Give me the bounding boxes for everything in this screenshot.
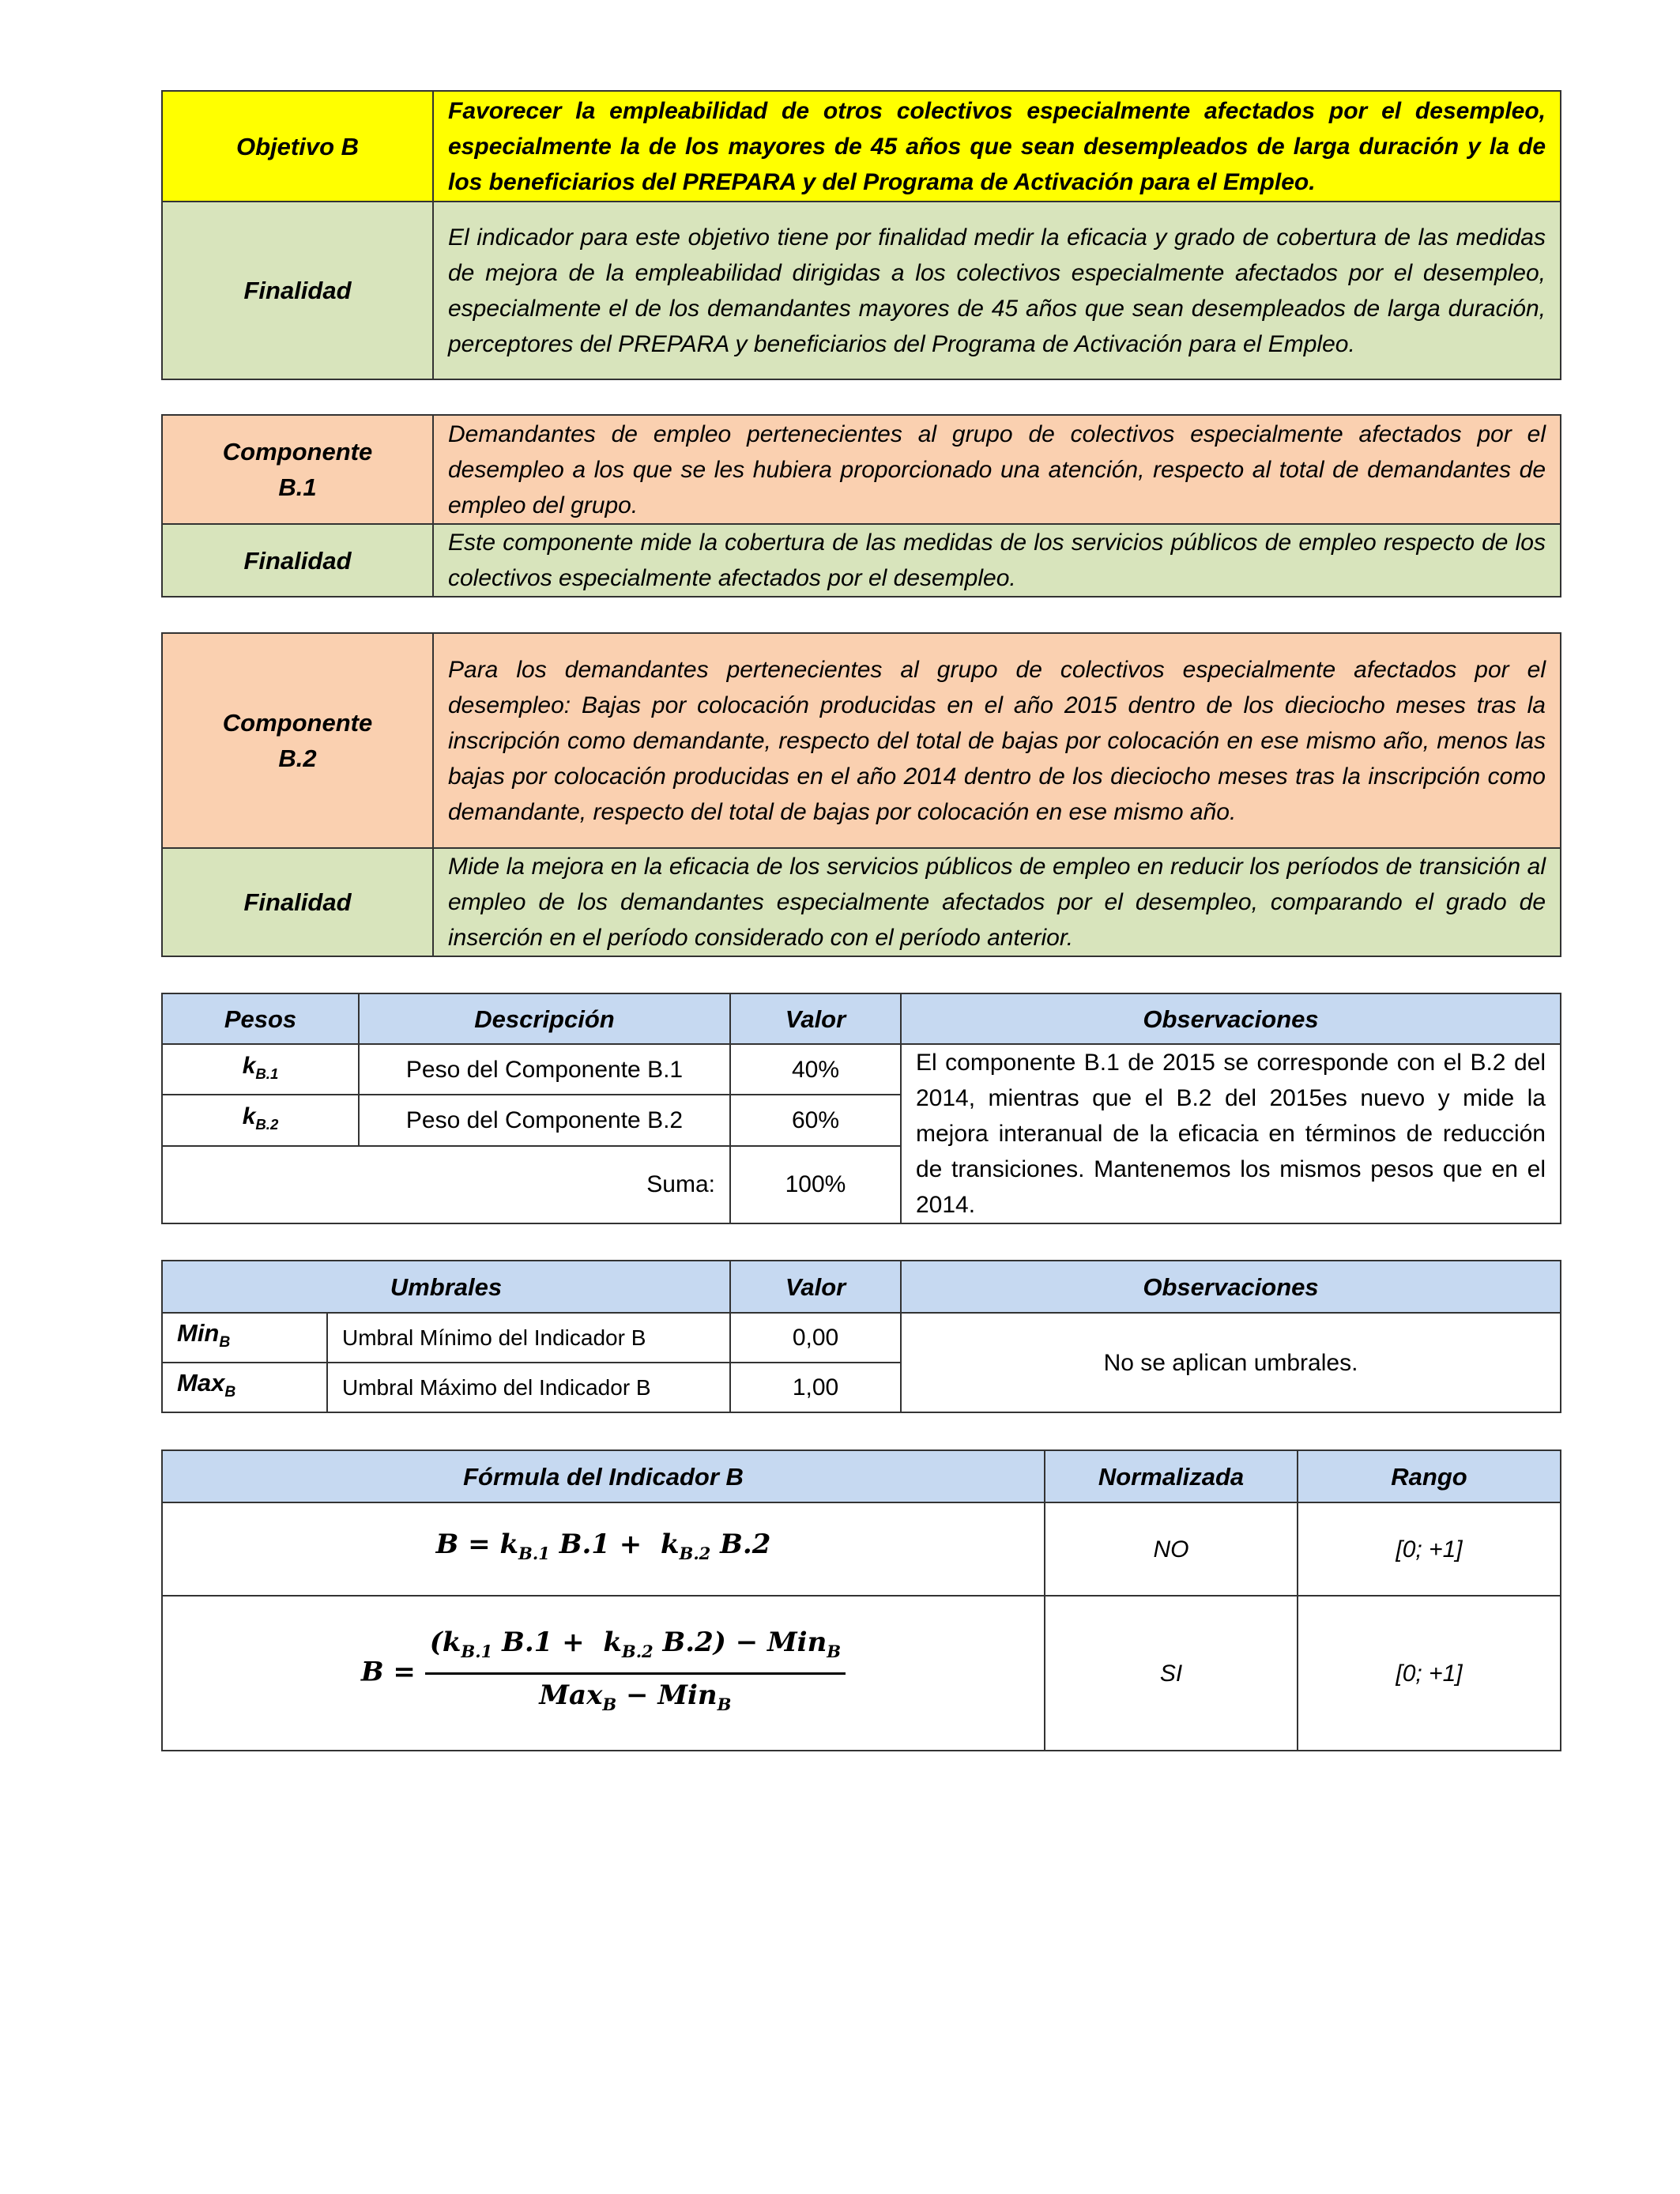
peso-value: 40% xyxy=(730,1044,901,1095)
peso-description: Peso del Componente B.2 xyxy=(359,1095,730,1145)
pesos-observaciones: El componente B.1 de 2015 se corresponde con el B.2 del 2014, mientras que el B.2 del 2015es nuevo y mide la mejora interanual de la eficacia en términos de reducción de transiciones. Mantenemos los mismos pesos que en el 2014. xyxy=(901,1044,1561,1223)
umbral-symbol-name: Min xyxy=(177,1318,220,1347)
umbral-description: Umbral Máximo del Indicador B xyxy=(327,1363,730,1412)
peso-symbol-k: k xyxy=(242,1103,256,1129)
peso-symbol xyxy=(162,1095,359,1145)
umbrales-header-observaciones: Observaciones xyxy=(901,1261,1561,1313)
formula-normalizada-value: NO xyxy=(1045,1502,1298,1596)
pesos-header-observaciones: Observaciones xyxy=(901,993,1561,1044)
objetivo-finalidad-label: Finalidad xyxy=(162,202,433,379)
umbral-value: 0,00 xyxy=(730,1313,901,1363)
formula-header-formula: Fórmula del Indicador B xyxy=(162,1450,1045,1502)
pesos-table xyxy=(161,993,1561,1224)
umbral-symbol-sub: B xyxy=(219,1334,231,1351)
table-row xyxy=(162,1502,1561,1596)
componente-b2-finalidad-text: Mide la mejora en la eficacia de los servicios públicos de empleo en reducir los períodos de transición al empleo de los demandantes especialmente afectados por el desempleo, comparando el grado de inserción en el período considerado con el período anterior. xyxy=(433,848,1561,956)
peso-symbol-k: k xyxy=(242,1052,256,1079)
componente-b2-label-line2: B.2 xyxy=(278,745,317,772)
objetivo-label: Objetivo B xyxy=(162,91,433,202)
table-row xyxy=(162,1044,1561,1095)
componente-b1-finalidad-text: Este componente mide la cobertura de las medidas de los servicios públicos de empleo respecto de los colectivos especialmente afectados por el desempleo. xyxy=(433,524,1561,597)
peso-symbol xyxy=(162,1044,359,1095)
formula-unnormalized: $B = k_{B.1}$ $B.1 + k_{B.2}$ B.2 xyxy=(162,1502,1045,1596)
umbral-description: Umbral Mínimo del Indicador B xyxy=(327,1313,730,1363)
umbral-symbol-sub: B xyxy=(224,1384,236,1401)
componente-b2-label-line1: Componente xyxy=(222,709,373,737)
formula-rango-value: [0; +1] xyxy=(1298,1596,1561,1751)
umbral-symbol xyxy=(162,1313,327,1363)
formula-normalized: B = $\frac{(k_{B.1} B.1 + k_{B.2} B.2) - Min_B}{Max_B - Min_B}$ xyxy=(162,1596,1045,1751)
componente-b2-text: Para los demandantes pertenecientes al grupo de colectivos especialmente afectados por el desempleo: Bajas por colocación producidas en el año 2015 dentro de los dieciocho meses tras la inscripción como demandante, respecto del total de bajas por colocación en ese mismo año, menos las bajas por colocación producidas en el año 2014 dentro de los dieciocho meses tras la inscripción como demandante, respecto del total de bajas por colocación en ese mismo año. xyxy=(433,633,1561,848)
componente-b1-table xyxy=(161,414,1561,598)
componente-b1-label xyxy=(162,415,433,524)
peso-symbol-sub: B.2 xyxy=(255,1115,279,1133)
componente-b1-finalidad-label: Finalidad xyxy=(162,524,433,597)
umbral-symbol xyxy=(162,1363,327,1412)
umbral-symbol-name: Max xyxy=(177,1368,225,1397)
umbrales-header-valor: Valor xyxy=(730,1261,901,1313)
formula-table xyxy=(161,1449,1561,1751)
umbrales-observaciones: No se aplican umbrales. xyxy=(901,1313,1561,1412)
peso-symbol-sub: B.1 xyxy=(255,1065,279,1082)
umbrales-table xyxy=(161,1260,1561,1413)
pesos-suma-value: 100% xyxy=(730,1146,901,1223)
objetivo-finalidad-text: El indicador para este objetivo tiene por finalidad medir la eficacia y grado de cobertura de las medidas de mejora de la empleabilidad dirigidas a los colectivos especialmente afectados por el desempleo, especialmente el de los demandantes mayores de 45 años que sean desempleados de larga duración, perceptores del PREPARA y beneficiarios del Programa de Activación para el Empleo. xyxy=(433,202,1561,379)
componente-b1-label-line2: B.1 xyxy=(278,473,317,501)
componente-b1-text: Demandantes de empleo pertenecientes al grupo de colectivos especialmente afectados por el desempleo a los que se les hubiera proporcionado una atención, respecto al total de demandantes de empleo del grupo. xyxy=(433,415,1561,524)
formula-fraction: $\frac{(k_{B.1} B.1 + k_{B.2} B.2) - Min_B}{Max_B - Min_B}$ xyxy=(425,1625,846,1722)
umbral-value: 1,00 xyxy=(730,1363,901,1412)
pesos-header-descripcion: Descripción xyxy=(359,993,730,1044)
table-row xyxy=(162,1596,1561,1751)
umbrales-header-umbrales: Umbrales xyxy=(162,1261,730,1313)
componente-b2-label xyxy=(162,633,433,848)
formula-header-normalizada: Normalizada xyxy=(1045,1450,1298,1502)
peso-description: Peso del Componente B.1 xyxy=(359,1044,730,1095)
pesos-suma-label: Suma: xyxy=(162,1146,730,1223)
formula-header-rango: Rango xyxy=(1298,1450,1561,1502)
componente-b2-table xyxy=(161,632,1561,957)
componente-b1-label-line1: Componente xyxy=(222,438,373,466)
componente-b2-finalidad-label: Finalidad xyxy=(162,848,433,956)
formula-normalizada-value: SI xyxy=(1045,1596,1298,1751)
pesos-header-valor: Valor xyxy=(730,993,901,1044)
pesos-header-pesos: Pesos xyxy=(162,993,359,1044)
peso-value: 60% xyxy=(730,1095,901,1145)
objetivo-table xyxy=(161,90,1561,380)
table-row xyxy=(162,1313,1561,1363)
objetivo-text: Favorecer la empleabilidad de otros colectivos especialmente afectados por el desempleo, especialmente la de los mayores de 45 años que sean desempleados de larga duración y la de los beneficiarios del PREPARA y del Programa de Activación para el Empleo. xyxy=(433,91,1561,202)
formula-rango-value: [0; +1] xyxy=(1298,1502,1561,1596)
